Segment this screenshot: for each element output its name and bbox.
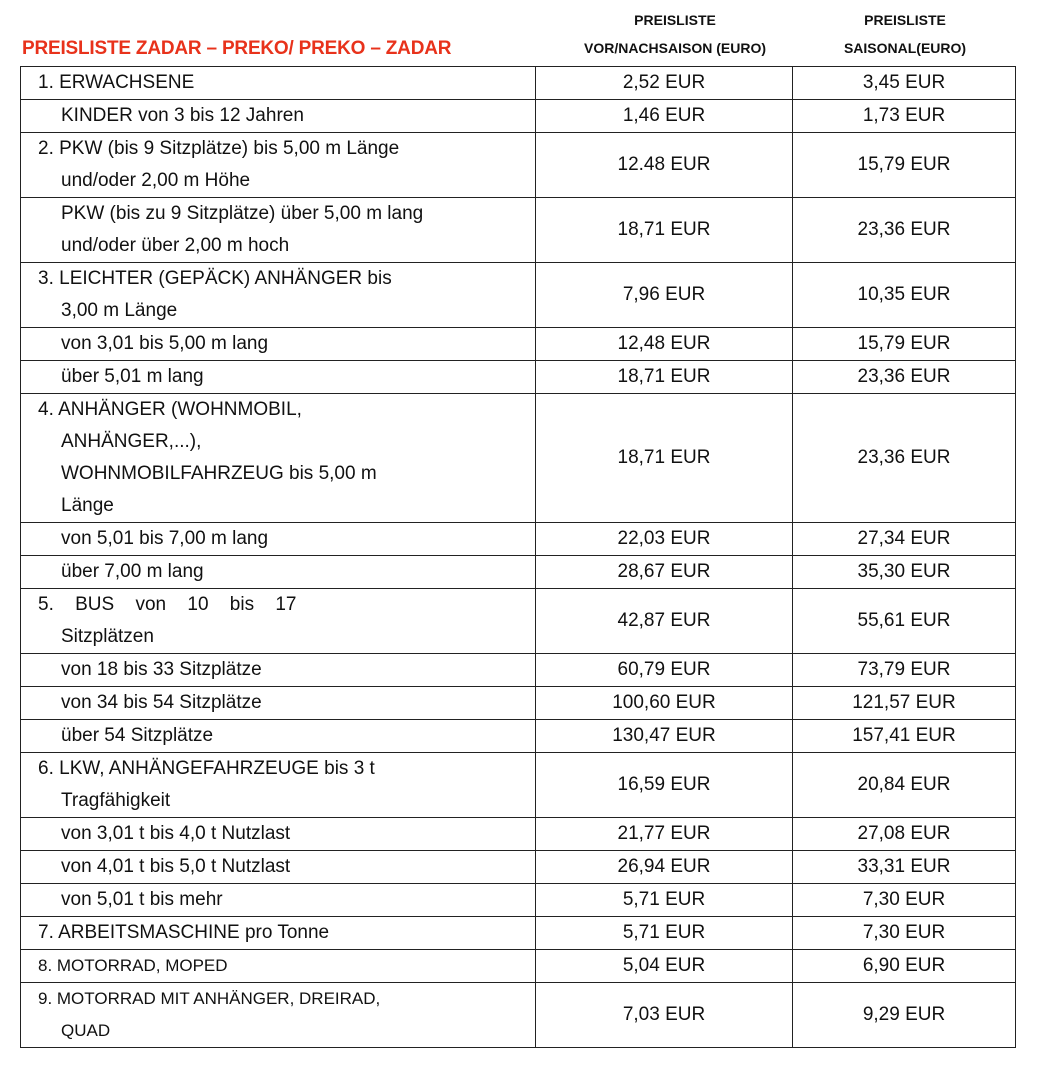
price-season: 1,73 EUR — [793, 100, 1016, 133]
price-preseason: 12.48 EUR — [536, 133, 793, 198]
item-description-line: von 3,01 t bis 4,0 t Nutzlast — [61, 823, 291, 844]
price-season: 121,57 EUR — [793, 687, 1016, 720]
item-description-line: über 5,01 m lang — [61, 366, 204, 387]
item-description-line: 7. ARBEITSMASCHINE pro Tonne — [38, 922, 330, 943]
page-title: PREISLISTE ZADAR – PREKO/ PREKO – ZADAR — [22, 38, 452, 59]
table-row — [21, 100, 1016, 133]
table-row — [21, 394, 1016, 523]
item-description-cell — [21, 361, 536, 394]
item-description — [21, 263, 535, 327]
item-description — [21, 100, 535, 132]
price-preseason: 5,71 EUR — [536, 917, 793, 950]
price-season: 20,84 EUR — [793, 753, 1016, 818]
item-description-line: und/oder 2,00 m Höhe — [61, 170, 251, 191]
item-description — [21, 556, 535, 588]
item-description-line: WOHNMOBILFAHRZEUG bis 5,00 m — [61, 463, 377, 484]
price-season: 7,30 EUR — [793, 917, 1016, 950]
item-description-cell — [21, 884, 536, 917]
item-description-line: 3,00 m Länge — [61, 300, 178, 321]
item-description-cell — [21, 394, 536, 523]
item-description-line: 2. PKW (bis 9 Sitzplätze) bis 5,00 m Länge — [38, 138, 400, 159]
table-row — [21, 198, 1016, 263]
price-season: 33,31 EUR — [793, 851, 1016, 884]
item-description-cell — [21, 720, 536, 753]
price-preseason: 28,67 EUR — [536, 556, 793, 589]
price-preseason: 12,48 EUR — [536, 328, 793, 361]
table-row — [21, 818, 1016, 851]
item-description-line: 8. MOTORRAD, MOPED — [38, 956, 228, 975]
item-description-line: 1. ERWACHSENE — [38, 72, 195, 93]
item-description-cell — [21, 556, 536, 589]
table-row — [21, 133, 1016, 198]
item-description — [21, 851, 535, 883]
price-season: 23,36 EUR — [793, 361, 1016, 394]
price-season: 73,79 EUR — [793, 654, 1016, 687]
price-season: 6,90 EUR — [793, 950, 1016, 983]
price-season: 27,08 EUR — [793, 818, 1016, 851]
price-season: 3,45 EUR — [793, 67, 1016, 100]
item-description-line: von 5,01 t bis mehr — [61, 889, 223, 910]
item-description-cell — [21, 950, 536, 983]
item-description-line: ANHÄNGER,...), — [61, 431, 202, 452]
item-description — [21, 884, 535, 916]
item-description — [21, 720, 535, 752]
price-season: 9,29 EUR — [793, 983, 1016, 1048]
price-preseason: 100,60 EUR — [536, 687, 793, 720]
price-preseason: 130,47 EUR — [536, 720, 793, 753]
item-description-line: PKW (bis zu 9 Sitzplätze) über 5,00 m lang — [61, 203, 424, 224]
price-preseason: 26,94 EUR — [536, 851, 793, 884]
item-description-line: 9. MOTORRAD MIT ANHÄNGER, DREIRAD, — [38, 989, 381, 1008]
item-description — [21, 394, 535, 522]
item-description — [21, 917, 535, 949]
price-table — [20, 66, 1016, 1048]
column-header-line: VOR/NACHSAISON (EURO) — [583, 40, 766, 56]
item-description — [21, 523, 535, 555]
item-description-line: von 18 bis 33 Sitzplätze — [61, 659, 262, 680]
item-description-cell — [21, 328, 536, 361]
item-description — [21, 687, 535, 719]
item-description-cell — [21, 100, 536, 133]
item-description-cell — [21, 983, 536, 1048]
item-description-line: Länge — [61, 495, 114, 516]
price-preseason: 18,71 EUR — [536, 394, 793, 523]
item-description-cell — [21, 263, 536, 328]
price-season: 15,79 EUR — [793, 133, 1016, 198]
table-row — [21, 720, 1016, 753]
column-header-line: PREISLISTE — [634, 12, 716, 28]
column-header-line: PREISLISTE — [864, 12, 946, 28]
item-description-cell — [21, 523, 536, 556]
table-row — [21, 67, 1016, 100]
item-description-cell — [21, 133, 536, 198]
item-description — [21, 361, 535, 393]
price-preseason: 42,87 EUR — [536, 589, 793, 654]
price-preseason: 16,59 EUR — [536, 753, 793, 818]
item-description — [21, 753, 535, 817]
price-season: 15,79 EUR — [793, 328, 1016, 361]
item-description-line: und/oder über 2,00 m hoch — [61, 235, 290, 256]
item-description-line: 5. BUS von 10 bis 17 — [38, 594, 297, 615]
price-preseason: 2,52 EUR — [536, 67, 793, 100]
price-preseason: 5,04 EUR — [536, 950, 793, 983]
table-row — [21, 556, 1016, 589]
item-description — [21, 133, 535, 197]
price-preseason: 7,96 EUR — [536, 263, 793, 328]
table-row — [21, 884, 1016, 917]
table-row — [21, 983, 1016, 1048]
item-description-cell — [21, 589, 536, 654]
item-description-line: 4. ANHÄNGER (WOHNMOBIL, — [38, 399, 302, 420]
price-preseason: 22,03 EUR — [536, 523, 793, 556]
item-description-cell — [21, 687, 536, 720]
item-description-cell — [21, 818, 536, 851]
table-row — [21, 263, 1016, 328]
item-description — [21, 818, 535, 850]
table-row — [21, 328, 1016, 361]
item-description-cell — [21, 198, 536, 263]
item-description-line: 6. LKW, ANHÄNGEFAHRZEUGE bis 3 t — [38, 758, 375, 779]
price-preseason: 21,77 EUR — [536, 818, 793, 851]
table-row — [21, 687, 1016, 720]
item-description-line: Tragfähigkeit — [61, 790, 171, 811]
price-preseason: 18,71 EUR — [536, 198, 793, 263]
price-season: 35,30 EUR — [793, 556, 1016, 589]
price-season: 23,36 EUR — [793, 394, 1016, 523]
price-season: 27,34 EUR — [793, 523, 1016, 556]
table-row — [21, 753, 1016, 818]
item-description-line: QUAD — [61, 1021, 111, 1040]
price-preseason: 7,03 EUR — [536, 983, 793, 1048]
item-description — [21, 950, 535, 982]
item-description-cell — [21, 654, 536, 687]
table-row — [21, 523, 1016, 556]
item-description-line: von 34 bis 54 Sitzplätze — [61, 692, 262, 713]
price-season: 55,61 EUR — [793, 589, 1016, 654]
table-row — [21, 917, 1016, 950]
price-season: 157,41 EUR — [793, 720, 1016, 753]
item-description-cell — [21, 753, 536, 818]
column-header-line: SAISONAL(EURO) — [843, 40, 967, 56]
price-season: 7,30 EUR — [793, 884, 1016, 917]
price-season: 10,35 EUR — [793, 263, 1016, 328]
item-description-line: 3. LEICHTER (GEPÄCK) ANHÄNGER bis — [38, 268, 392, 289]
price-preseason: 60,79 EUR — [536, 654, 793, 687]
table-row — [21, 950, 1016, 983]
table-row — [21, 851, 1016, 884]
table-row — [21, 361, 1016, 394]
item-description-line: von 3,01 bis 5,00 m lang — [61, 333, 269, 354]
item-description — [21, 198, 535, 262]
item-description-line: über 54 Sitzplätze — [61, 725, 214, 746]
price-table-body — [21, 67, 1016, 1048]
item-description — [21, 654, 535, 686]
column-header-season — [795, 6, 1015, 62]
table-row — [21, 654, 1016, 687]
item-description-line: von 5,01 bis 7,00 m lang — [61, 528, 269, 549]
item-description-cell — [21, 67, 536, 100]
price-preseason: 5,71 EUR — [536, 884, 793, 917]
item-description — [21, 983, 535, 1047]
item-description-line: Sitzplätzen — [61, 626, 154, 647]
item-description — [21, 67, 535, 99]
item-description — [21, 328, 535, 360]
item-description-line: KINDER von 3 bis 12 Jahren — [61, 105, 304, 126]
price-preseason: 1,46 EUR — [536, 100, 793, 133]
table-row — [21, 589, 1016, 654]
price-season: 23,36 EUR — [793, 198, 1016, 263]
item-description — [21, 589, 535, 653]
column-header-preseason — [560, 6, 790, 62]
item-description-cell — [21, 851, 536, 884]
price-preseason: 18,71 EUR — [536, 361, 793, 394]
item-description-line: von 4,01 t bis 5,0 t Nutzlast — [61, 856, 291, 877]
item-description-line: über 7,00 m lang — [61, 561, 204, 582]
item-description-cell — [21, 917, 536, 950]
